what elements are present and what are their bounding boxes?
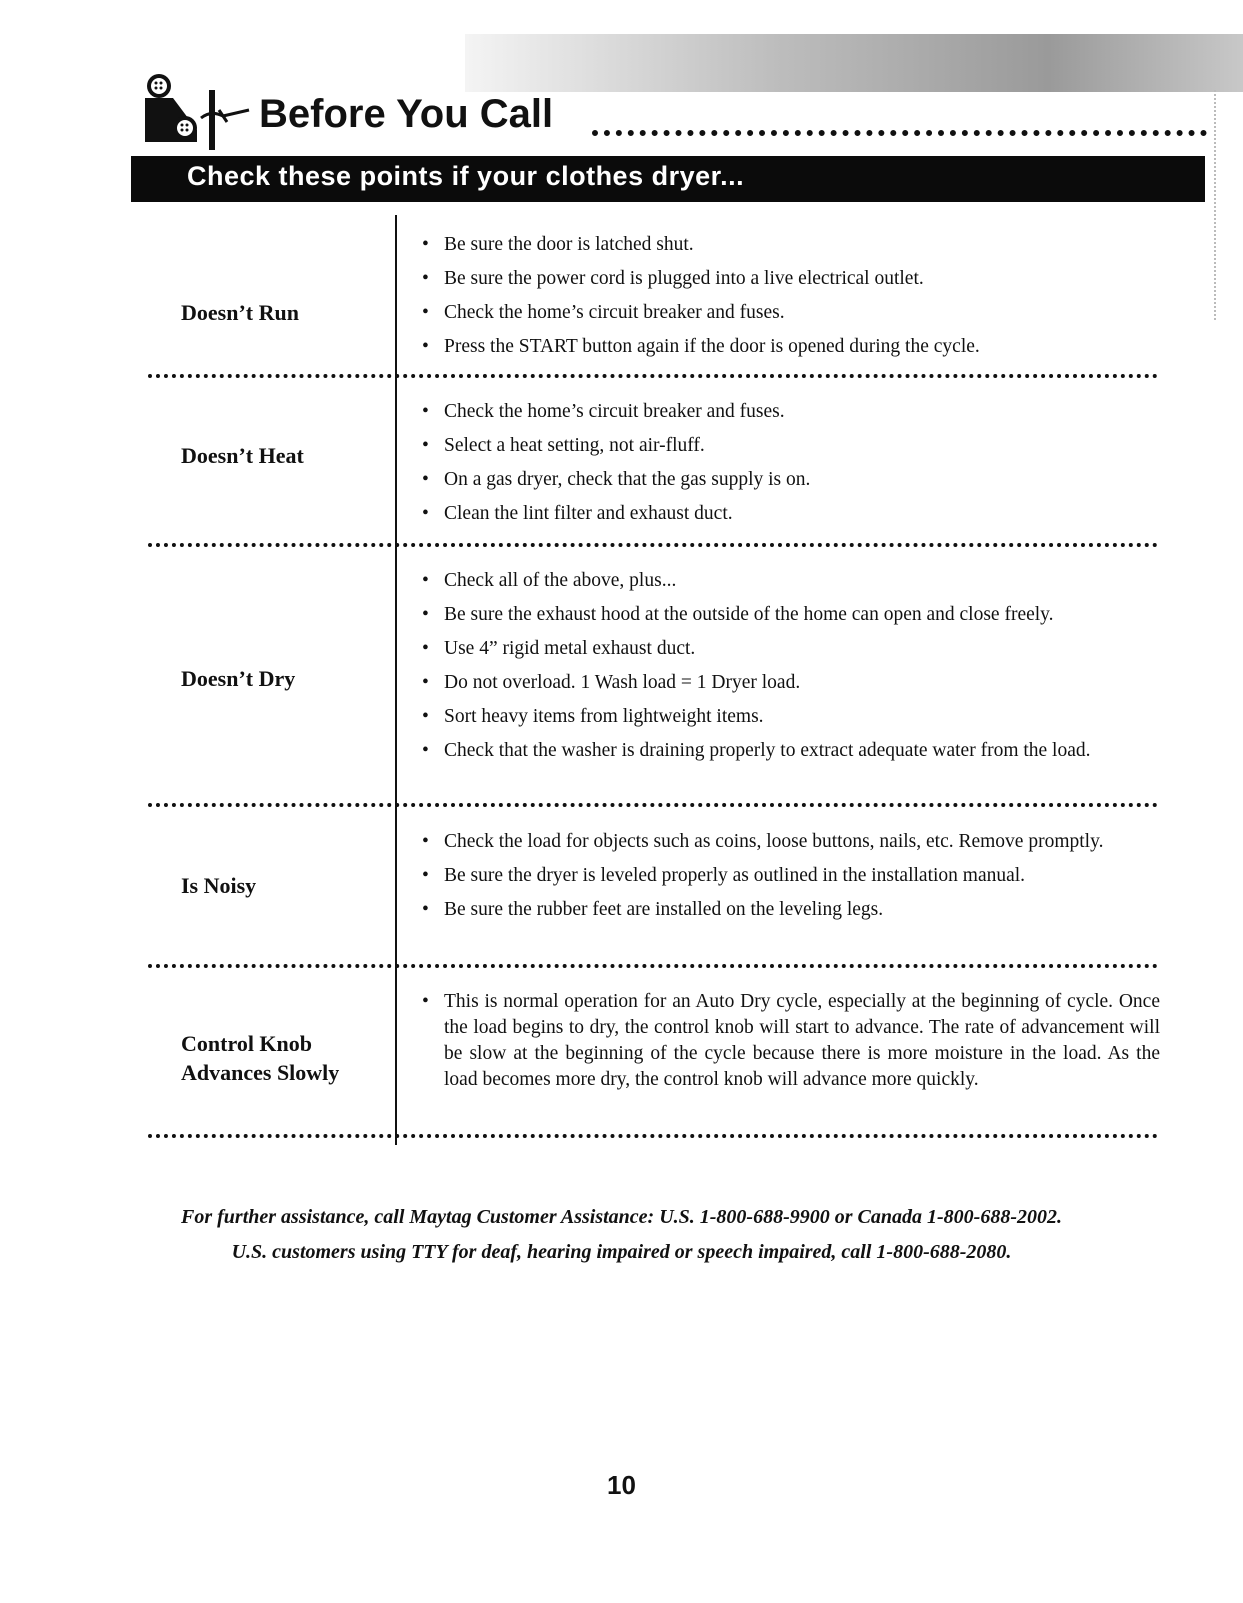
list-item: • Check that the washer is draining properly to extract adequate water from the load. (420, 738, 1160, 764)
edge-dotted-line (1214, 90, 1216, 320)
page-number: 10 (607, 1470, 636, 1500)
section-header (137, 70, 1207, 152)
bullet-list-doesnt-run (420, 232, 1160, 368)
list-item: • Be sure the rubber feet are installed on the leveling legs. (420, 897, 1160, 923)
row-label-line: Is Noisy (181, 873, 257, 898)
row-label-line: Doesn’t Heat (181, 443, 304, 468)
row-label-line: Doesn’t Run (181, 300, 299, 325)
row-label-doesnt-heat (181, 441, 304, 470)
list-item: • Sort heavy items from lightweight items. (420, 704, 1160, 730)
assistance-note: For further assistance, call Maytag Customer Assistance: U.S. 1-800-688-9900 or Canada 1-800-688-2002. (181, 1206, 1062, 1228)
bullet-list-doesnt-dry (420, 568, 1160, 772)
row-label-control-knob (181, 1029, 339, 1087)
column-divider (395, 215, 397, 1145)
row-label-doesnt-run (181, 298, 299, 327)
banner-text: Check these points if your clothes dryer... (187, 161, 745, 191)
row-label-is-noisy (181, 871, 256, 900)
page-title: Before You Call (259, 92, 554, 136)
list-item: • Be sure the exhaust hood at the outside of the home can open and close freely. (420, 602, 1160, 628)
row-separator (148, 964, 1158, 968)
list-item: • Press the START button again if the door is opened during the cycle. (420, 334, 1160, 360)
bullet-list-is-noisy (420, 829, 1160, 931)
list-item: • On a gas dryer, check that the gas supply is on. (420, 467, 1160, 493)
plug-icon (137, 70, 257, 152)
row-separator (148, 374, 1158, 378)
tty-note: U.S. customers using TTY for deaf, hearing impaired or speech impaired, call 1-800-688-2080. (231, 1241, 1012, 1263)
list-item: • This is normal operation for an Auto Dry cycle, especially at the beginning of cycle. Once the load begins to dry, the control knob will start to advance. The rate of advancement will be slow at the beginning of the cycle because there is more moisture in the load. As the load becomes more dry, the control knob will advance more quickly. (420, 989, 1160, 1093)
list-item: • Do not overload. 1 Wash load = 1 Dryer load. (420, 670, 1160, 696)
list-item: • Check the home’s circuit breaker and fuses. (420, 399, 1160, 425)
row-separator (148, 543, 1158, 547)
list-item: • Be sure the power cord is plugged into a live electrical outlet. (420, 266, 1160, 292)
bullet-list-control-knob (420, 989, 1160, 1101)
section-banner (131, 156, 1205, 202)
row-label-line: Advances Slowly (181, 1060, 340, 1085)
list-item: • Select a heat setting, not air-fluff. (420, 433, 1160, 459)
row-label-line: Control Knob (181, 1031, 313, 1056)
row-label-line: Doesn’t Dry (181, 666, 296, 691)
list-item: • Clean the lint filter and exhaust duct. (420, 501, 1160, 527)
bullet-list-doesnt-heat (420, 399, 1160, 535)
list-item: • Check the home’s circuit breaker and fuses. (420, 300, 1160, 326)
list-item: • Be sure the door is latched shut. (420, 232, 1160, 258)
row-label-doesnt-dry (181, 664, 295, 693)
row-separator (148, 1134, 1158, 1138)
row-separator (148, 803, 1158, 807)
list-item: • Check all of the above, plus... (420, 568, 1160, 594)
title-dot-leader (592, 130, 1207, 136)
list-item: • Be sure the dryer is leveled properly as outlined in the installation manual. (420, 863, 1160, 889)
list-item: • Use 4” rigid metal exhaust duct. (420, 636, 1160, 662)
list-item: • Check the load for objects such as coins, loose buttons, nails, etc. Remove promptly. (420, 829, 1160, 855)
